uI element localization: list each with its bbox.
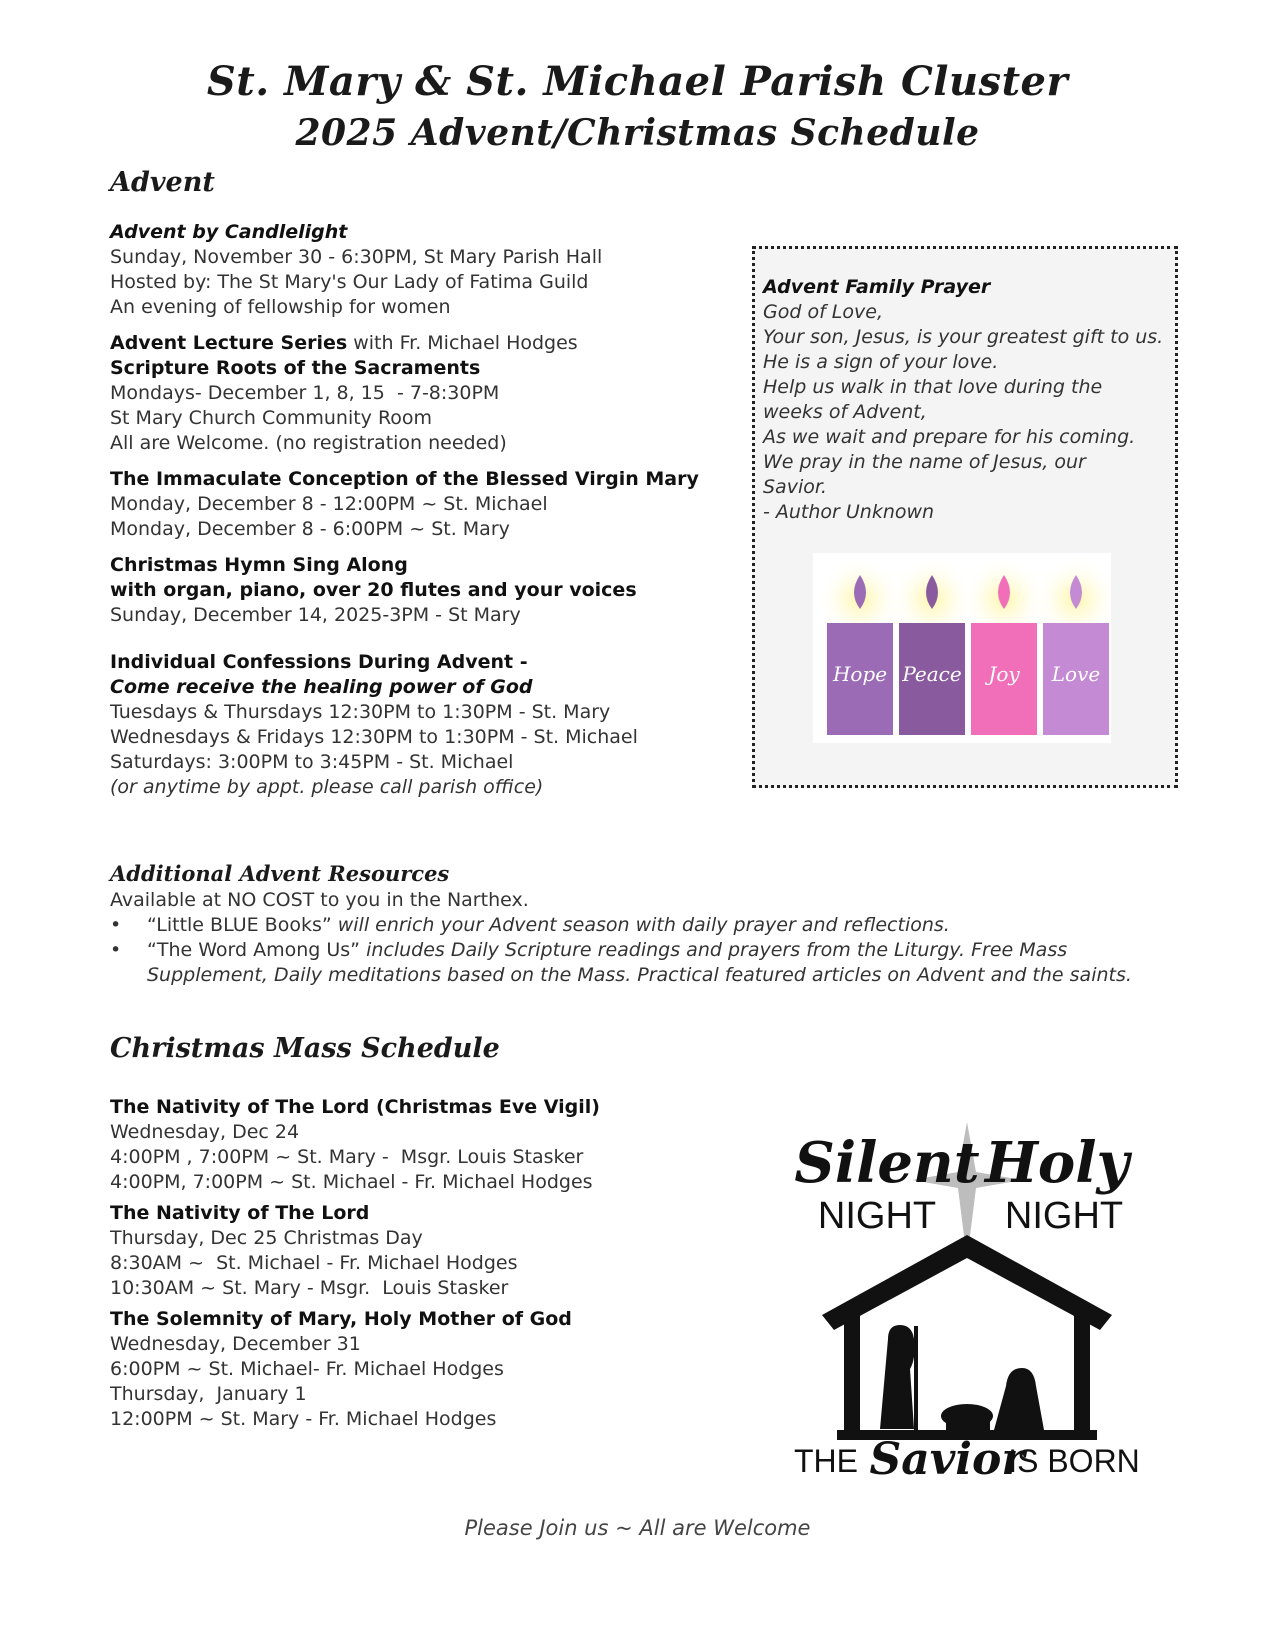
prayer-line: Savior. — [763, 476, 827, 498]
event-title: The Nativity of The Lord — [110, 1202, 370, 1224]
prayer-text — [763, 275, 1163, 525]
candle-label: Love — [1051, 662, 1101, 686]
event-line: Sunday, November 30 - 6:30PM, St Mary Parish Hall — [110, 246, 603, 268]
prayer-box — [752, 246, 1178, 788]
night-word-left: NIGHT — [817, 1195, 937, 1237]
nativity-mass — [110, 1201, 600, 1301]
confessions-event — [110, 650, 699, 800]
event-subtitle: Come receive the healing power of God — [110, 676, 533, 698]
event-line: 6:00PM ~ St. Michael- Fr. Michael Hodges — [110, 1358, 504, 1380]
event-line: Wednesday, Dec 24 — [110, 1121, 300, 1143]
event-title: The Nativity of The Lord (Christmas Eve Vigil) — [110, 1096, 600, 1118]
event-title: The Immaculate Conception of the Blessed Virgin Mary — [110, 468, 699, 490]
event-line: 4:00PM, 7:00PM ~ St. Michael - Fr. Michael Hodges — [110, 1171, 593, 1193]
is-born-word: IS BORN — [1008, 1443, 1140, 1479]
event-line: Saturdays: 3:00PM to 3:45PM - St. Michael — [110, 751, 514, 773]
bullet-icon: • — [110, 939, 122, 961]
night-word-right: NIGHT — [1004, 1195, 1124, 1237]
event-line: All are Welcome. (no registration needed) — [110, 432, 507, 454]
event-note: (or anytime by appt. please call parish office) — [110, 776, 544, 798]
resources-heading: Additional Advent Resources — [110, 861, 450, 886]
candle-label: Joy — [988, 662, 1020, 686]
prayer-line: Help us walk in that love during the — [763, 376, 1103, 398]
event-line: 4:00PM , 7:00PM ~ St. Mary - Msgr. Louis Stasker — [110, 1146, 584, 1168]
nativity-image — [782, 1120, 1152, 1480]
list-item — [110, 938, 1132, 988]
page-title: St. Mary & St. Michael Parish Cluster — [206, 58, 1069, 105]
prayer-line: As we wait and prepare for his coming. — [763, 426, 1136, 448]
resource-desc-continued: Supplement, Daily meditations based on the Mass. Practical featured articles on Advent and the saints. — [147, 964, 1132, 986]
event-line: Mondays- December 1, 8, 15 - 7-8:30PM — [110, 382, 500, 404]
list-item — [110, 913, 1132, 938]
event-subtitle: Scripture Roots of the Sacraments — [110, 357, 481, 379]
candlelight-event — [110, 220, 699, 320]
event-line: 12:00PM ~ St. Mary - Fr. Michael Hodges — [110, 1408, 497, 1430]
candle-hope — [816, 555, 904, 735]
savior-word: Savior — [869, 1434, 1025, 1480]
title-block — [0, 56, 1275, 158]
event-line: Monday, December 8 - 12:00PM ~ St. Michael — [110, 493, 548, 515]
prayer-line: - Author Unknown — [763, 501, 935, 523]
event-line: Hosted by: The St Mary's Our Lady of Fatima Guild — [110, 271, 589, 293]
resources-list — [110, 888, 1132, 988]
event-line: Tuesdays & Thursdays 12:30PM to 1:30PM - St. Mary — [110, 701, 611, 723]
prayer-line: He is a sign of your love. — [763, 351, 999, 373]
resource-desc: will enrich your Advent season with daily prayer and reflections. — [331, 914, 950, 936]
holy-family-icon — [880, 1325, 1044, 1430]
the-word: THE — [794, 1443, 858, 1479]
christmas-heading: Christmas Mass Schedule — [110, 1033, 500, 1064]
silent-word: Silent — [794, 1130, 980, 1196]
event-title: The Solemnity of Mary, Holy Mother of God — [110, 1308, 572, 1330]
nativity-svg — [782, 1120, 1152, 1480]
prayer-line: God of Love, — [763, 301, 883, 323]
advent-schedule — [110, 220, 699, 800]
event-line: Thursday, January 1 — [110, 1383, 307, 1405]
prayer-line: Your son, Jesus, is your greatest gift to us. — [763, 326, 1164, 348]
resource-desc: includes Daily Scripture readings and prayers from the Liturgy. Free Mass — [360, 939, 1068, 961]
resources-intro: Available at NO COST to you in the Narthex. — [110, 889, 529, 911]
event-line: Wednesdays & Fridays 12:30PM to 1:30PM - St. Michael — [110, 726, 638, 748]
event-title: Individual Confessions During Advent - — [110, 651, 528, 673]
candle-peace — [888, 555, 976, 735]
christmas-schedule — [110, 1095, 600, 1432]
event-line: 8:30AM ~ St. Michael - Fr. Michael Hodges — [110, 1252, 518, 1274]
hymn-event — [110, 553, 699, 628]
event-line: St Mary Church Community Room — [110, 407, 433, 429]
event-title: Christmas Hymn Sing Along — [110, 554, 408, 576]
candle-love — [1032, 555, 1111, 735]
event-line: Wednesday, December 31 — [110, 1333, 361, 1355]
event-line: 10:30AM ~ St. Mary - Msgr. Louis Stasker — [110, 1277, 509, 1299]
solemnity-mass — [110, 1307, 600, 1432]
event-line: Monday, December 8 - 6:00PM ~ St. Mary — [110, 518, 510, 540]
closing-line: Please Join us ~ All are Welcome — [464, 1516, 811, 1540]
advent-heading: Advent — [110, 167, 215, 198]
event-line: Sunday, December 14, 2025-3PM - St Mary — [110, 604, 521, 626]
event-title: Advent by Candlelight — [110, 221, 348, 243]
immaculate-event — [110, 467, 699, 542]
resource-name: “Little BLUE Books” — [147, 914, 332, 936]
event-line: Thursday, Dec 25 Christmas Day — [110, 1227, 423, 1249]
candle-joy — [960, 555, 1048, 735]
vigil-mass — [110, 1095, 600, 1195]
advent-candles-image — [813, 553, 1111, 743]
advent-candles-svg — [813, 553, 1111, 743]
event-title: Advent Lecture Series — [110, 332, 348, 354]
event-line: An evening of fellowship for women — [110, 296, 451, 318]
prayer-line: We pray in the name of Jesus, our — [763, 451, 1086, 473]
resource-name: “The Word Among Us” — [147, 939, 361, 961]
lecture-event — [110, 331, 699, 456]
prayer-title: Advent Family Prayer — [763, 276, 991, 298]
event-subtitle: with organ, piano, over 20 flutes and your voices — [110, 579, 637, 601]
page-subtitle: 2025 Advent/Christmas Schedule — [295, 112, 980, 154]
bullet-icon: • — [110, 914, 122, 936]
event-title-rest: with Fr. Michael Hodges — [347, 332, 578, 354]
candle-label: Hope — [832, 662, 888, 686]
holy-word: Holy — [984, 1130, 1130, 1196]
candle-label: Peace — [902, 662, 962, 686]
prayer-line: weeks of Advent, — [763, 401, 927, 423]
